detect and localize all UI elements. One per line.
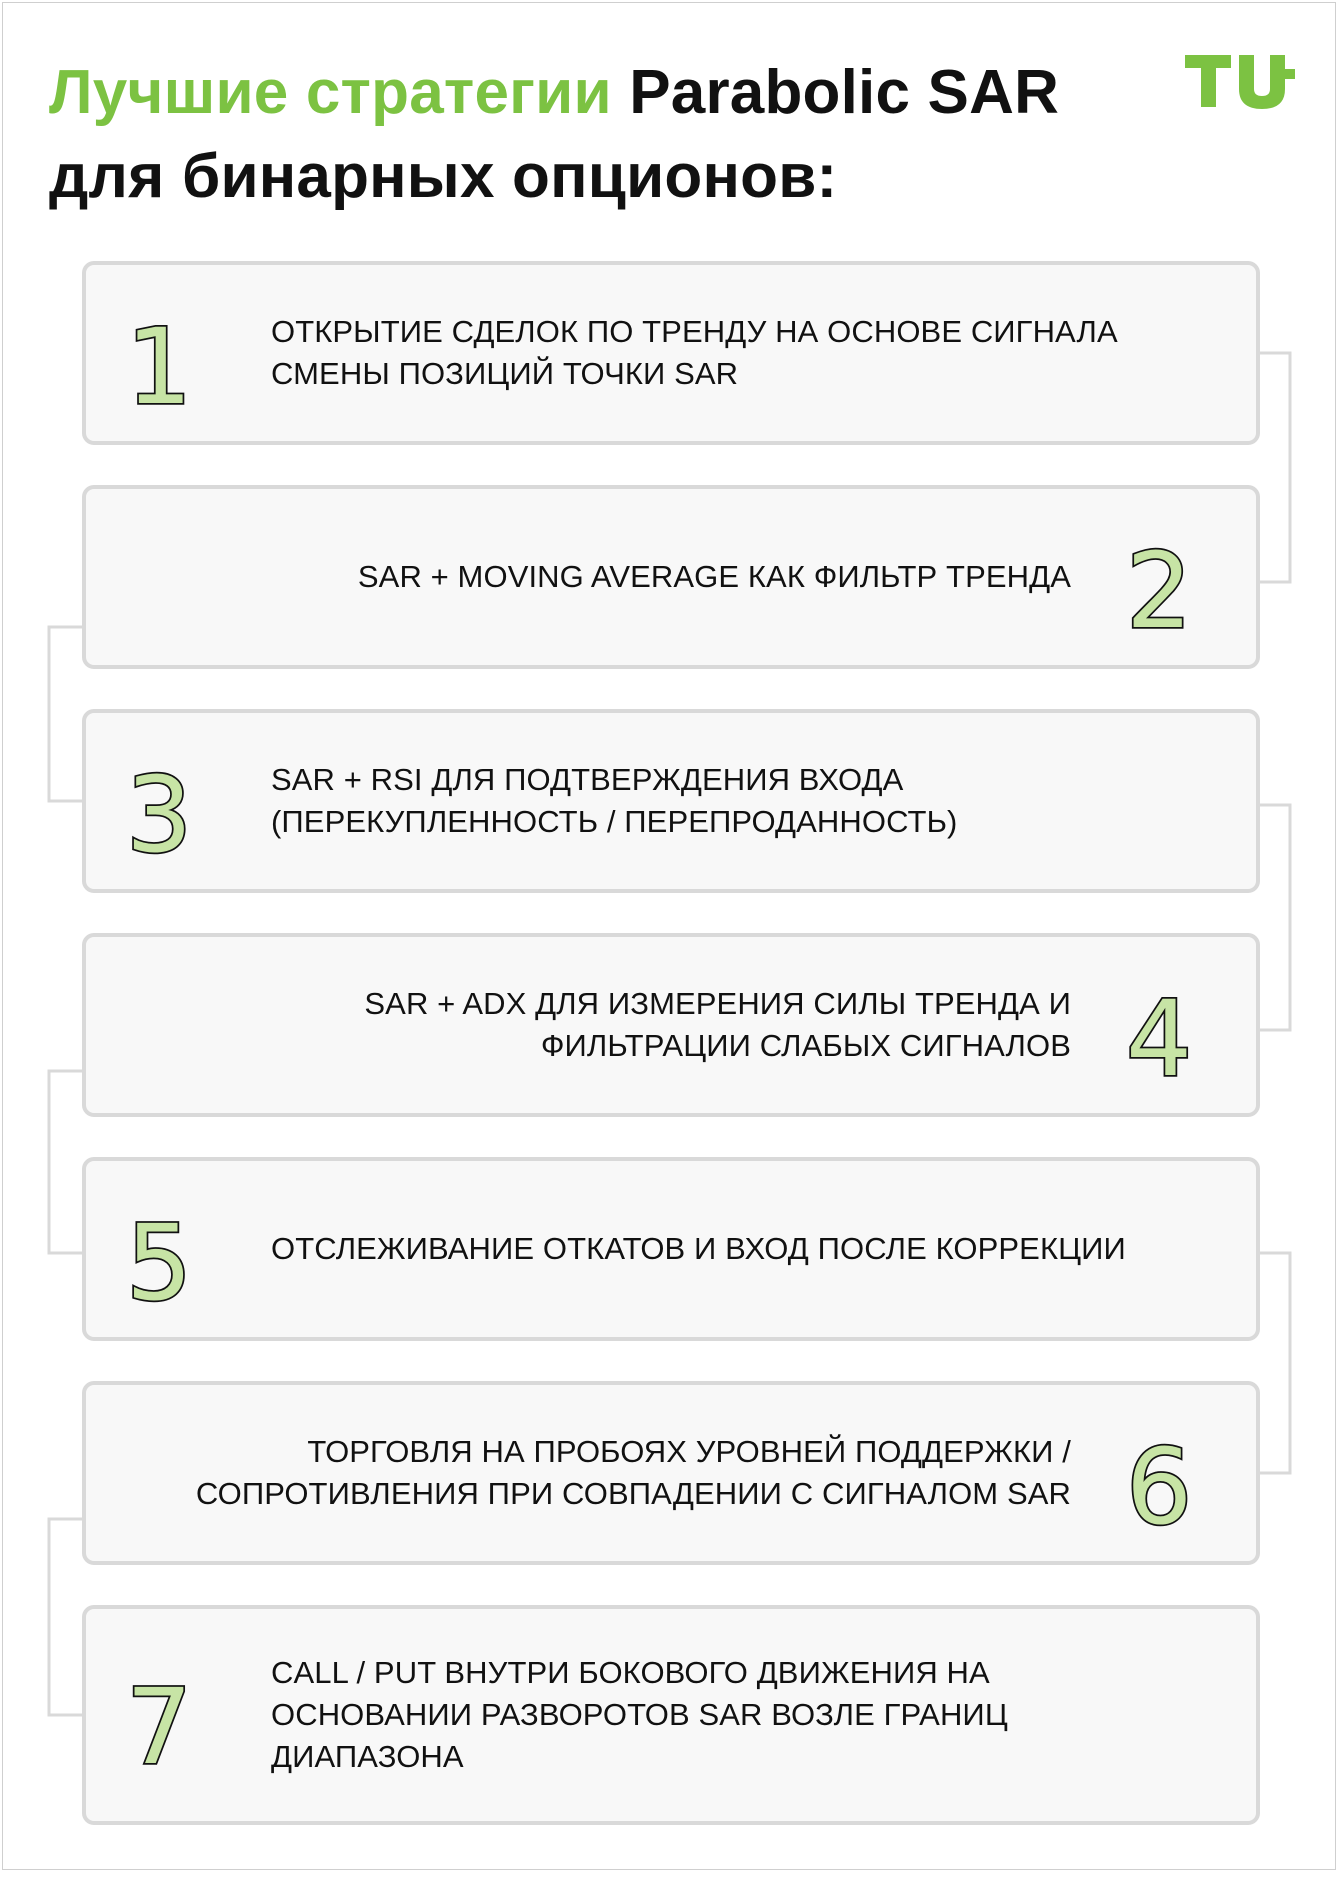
title-rest: Parabolic SAR <box>611 58 1060 127</box>
strategy-number-4-digit: 4 <box>1126 978 1193 1100</box>
strategy-text-5 <box>271 1228 1196 1270</box>
strategy-text-6 <box>126 1431 1071 1515</box>
strategy-number-2-digit: 2 <box>1126 530 1193 652</box>
strategy-5-line-1: ОТСЛЕЖИВАНИЕ ОТКАТОВ И ВХОД ПОСЛЕ КОРРЕКЦИИ <box>271 1231 1126 1266</box>
strategy-card-4 <box>82 933 1260 1117</box>
strategy-number-7 <box>126 1665 226 1788</box>
strategy-text-4 <box>126 983 1071 1067</box>
strategy-3-line-1: SAR + RSI ДЛЯ ПОДТВЕРЖДЕНИЯ ВХОДА <box>271 762 904 797</box>
strategy-7-line-3: ДИАПАЗОНА <box>271 1739 464 1774</box>
strategy-number-3-digit: 3 <box>126 754 193 876</box>
strategy-number-5-digit: 5 <box>126 1202 193 1324</box>
strategy-number-1 <box>126 305 226 428</box>
strategy-number-7-digit: 7 <box>126 1666 193 1788</box>
strategy-text-2 <box>126 556 1071 598</box>
strategy-3-line-2: (ПЕРЕКУПЛЕННОСТЬ / ПЕРЕПРОДАННОСТЬ) <box>271 804 958 839</box>
strategy-2-line-1: SAR + MOVING AVERAGE КАК ФИЛЬТР ТРЕНДА <box>357 559 1071 594</box>
strategy-4-line-1: SAR + ADX ДЛЯ ИЗМЕРЕНИЯ СИЛЫ ТРЕНДА И <box>364 986 1071 1021</box>
strategy-card-5 <box>82 1157 1260 1341</box>
infographic <box>2 2 1336 1870</box>
tu-logo-icon <box>1185 53 1295 109</box>
strategy-card-3 <box>82 709 1260 893</box>
page-title <box>49 51 1059 219</box>
strategy-1-line-2: СМЕНЫ ПОЗИЦИЙ ТОЧКИ SAR <box>271 356 739 391</box>
strategy-number-6-digit: 6 <box>1126 1426 1193 1548</box>
strategy-7-line-2: ОСНОВАНИИ РАЗВОРОТОВ SAR ВОЗЛЕ ГРАНИЦ <box>271 1697 1008 1732</box>
strategy-7-line-1: CALL / PUT ВНУТРИ БОКОВОГО ДВИЖЕНИЯ НА <box>271 1655 990 1690</box>
strategy-4-line-2: ФИЛЬТРАЦИИ СЛАБЫХ СИГНАЛОВ <box>540 1028 1071 1063</box>
strategy-6-line-1: ТОРГОВЛЯ НА ПРОБОЯХ УРОВНЕЙ ПОДДЕРЖКИ / <box>307 1434 1071 1469</box>
strategy-1-line-1: ОТКРЫТИЕ СДЕЛОК ПО ТРЕНДУ НА ОСНОВЕ СИГНАЛА <box>271 314 1118 349</box>
strategy-text-7 <box>271 1652 1196 1778</box>
strategy-number-3 <box>126 753 226 876</box>
strategy-text-3 <box>271 759 1196 843</box>
strategy-number-4 <box>1126 977 1226 1100</box>
title-accent: Лучшие стратегии <box>49 58 612 127</box>
title-line2: для бинарных опционов: <box>49 142 838 211</box>
strategy-number-2 <box>1126 529 1226 652</box>
strategy-card-1 <box>82 261 1260 445</box>
strategy-text-1 <box>271 311 1196 395</box>
strategy-number-5 <box>126 1201 226 1324</box>
strategy-card-7 <box>82 1605 1260 1825</box>
strategy-card-6 <box>82 1381 1260 1565</box>
strategy-6-line-2: СОПРОТИВЛЕНИЯ ПРИ СОВПАДЕНИИ С СИГНАЛОМ SAR <box>195 1476 1071 1511</box>
strategy-number-6 <box>1126 1425 1226 1548</box>
strategy-number-1-digit: 1 <box>126 306 193 428</box>
strategy-card-2 <box>82 485 1260 669</box>
